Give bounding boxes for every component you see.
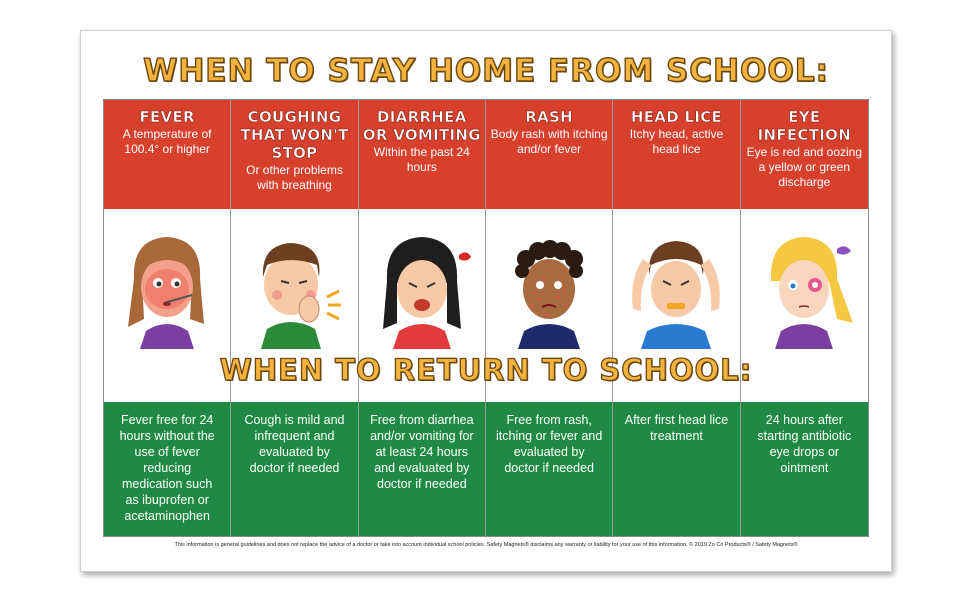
condition-title: EYE INFECTION (757, 108, 852, 144)
condition-header (359, 100, 485, 209)
condition-description: Within the past 24 hours (373, 145, 470, 174)
disclaimer: This information is general guidelines and does not replace the advice of a doctor or take into account individual school policies. Safety Magnets® disclaims any warranty or liability for your use of this information. © 2019 Zo Co Products® / Safety Magnets® (174, 542, 798, 548)
condition-header (741, 100, 868, 209)
head-lice-child-icon (613, 219, 740, 349)
condition-title: HEAD LICE (630, 108, 723, 126)
return-criteria: Free from diarrhea and/or vomiting for at least 24 hours and evaluated by doctor if needed (359, 402, 485, 536)
condition-description: A temperature of 100.4° or higher (122, 127, 212, 156)
return-section-title: WHEN TO RETURN TO SCHOOL: (219, 353, 753, 387)
coughing-child-icon (231, 219, 358, 349)
conditions-grid (103, 99, 869, 537)
condition-header (231, 100, 357, 209)
condition-description: Body rash with itching and/or fever (490, 127, 608, 156)
condition-column-eye-infection (741, 100, 868, 536)
condition-header (104, 100, 230, 209)
return-criteria: Free from rash, itching or fever and evaluated by doctor if needed (486, 402, 612, 536)
condition-header (613, 100, 739, 209)
condition-description: Itchy head, active head lice (629, 127, 724, 156)
rash-child-icon (486, 219, 613, 349)
return-criteria: After first head lice treatment (613, 402, 739, 536)
condition-column-rash (486, 100, 613, 536)
condition-illustration (231, 209, 357, 402)
condition-illustration (613, 209, 739, 402)
poster-title: WHEN TO STAY HOME FROM SCHOOL: (143, 53, 829, 89)
return-criteria: Fever free for 24 hours without the use of fever reducing medication such as ibuprofen or acetaminophen (104, 402, 230, 536)
condition-header (486, 100, 612, 209)
return-criteria: 24 hours after starting antibiotic eye drops or ointment (741, 402, 868, 536)
condition-column-head-lice (613, 100, 740, 536)
condition-illustration (104, 209, 230, 402)
condition-title: COUGHING THAT WON'T STOP (240, 108, 349, 162)
condition-column-diarrhea-vomiting (359, 100, 486, 536)
condition-illustration (486, 209, 612, 402)
condition-illustration (359, 209, 485, 402)
poster (80, 30, 892, 572)
condition-column-fever (104, 100, 231, 536)
condition-illustration (741, 209, 868, 402)
condition-description: Or other problems with breathing (246, 163, 343, 192)
condition-title: RASH (525, 108, 574, 126)
condition-title: DIARRHEA OR VOMITING (362, 108, 481, 144)
vomiting-child-icon (359, 219, 486, 349)
eye-infection-child-icon (741, 219, 868, 349)
condition-title: FEVER (139, 108, 195, 126)
condition-column-coughing (231, 100, 358, 536)
fever-child-icon (104, 219, 231, 349)
condition-description: Eye is red and oozing a yellow or green discharge (746, 145, 863, 189)
return-criteria: Cough is mild and infrequent and evaluated by doctor if needed (231, 402, 357, 536)
